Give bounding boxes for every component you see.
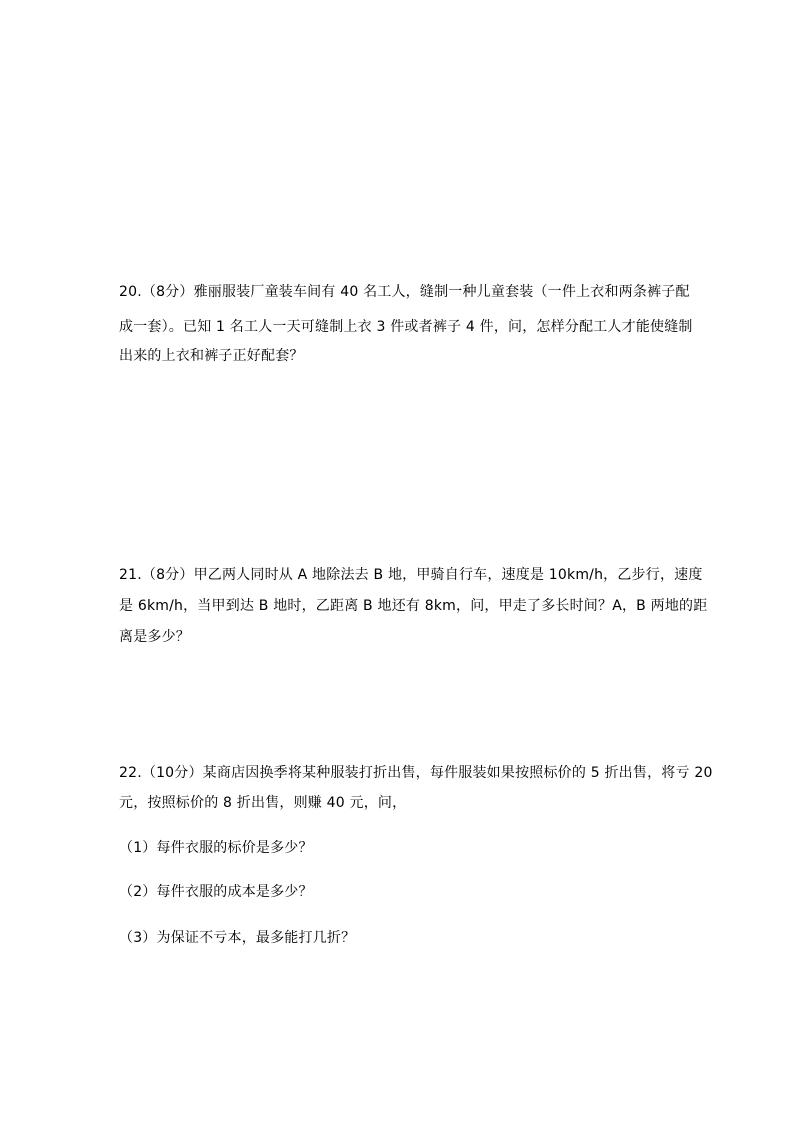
question-22-line-1: 22.（10分）某商店因换季将某种服装打折出售，每件服装如果按照标价的 5 折出售，将亏 20 [119, 765, 713, 781]
question-20-line-3: 出来的上衣和裤子正好配套？ [119, 348, 304, 364]
question-21-line-3: 离是多少？ [119, 629, 190, 645]
question-22-sub-2: （2）每件衣服的成本是多少？ [119, 884, 313, 900]
question-20-line-1: 20.（8分）雅丽服装厂童装车间有 40 名工人，缝制一种儿童套装（一件上衣和两条裤子配 [119, 284, 690, 300]
question-22-sub-3: （3）为保证不亏本，最多能打几折？ [119, 930, 356, 946]
question-21-line-2: 是 6km/h，当甲到达 B 地时，乙距离 B 地还有 8km，问，甲走了多长时间？A，B 两地的距 [119, 598, 708, 614]
question-21-line-1: 21.（8分）甲乙两人同时从 A 地除法去 B 地，甲骑自行车，速度是 10km/h，乙步行，速度 [119, 567, 703, 583]
question-20-line-2: 成一套）。已知 1 名工人一天可缝制上衣 3 件或者裤子 4 件，问，怎样分配工人才能使缝制 [119, 319, 693, 335]
question-22-sub-1: （1）每件衣服的标价是多少？ [119, 840, 313, 856]
question-22-line-2: 元，按照标价的 8 折出售，则赚 40 元，问， [119, 795, 407, 811]
